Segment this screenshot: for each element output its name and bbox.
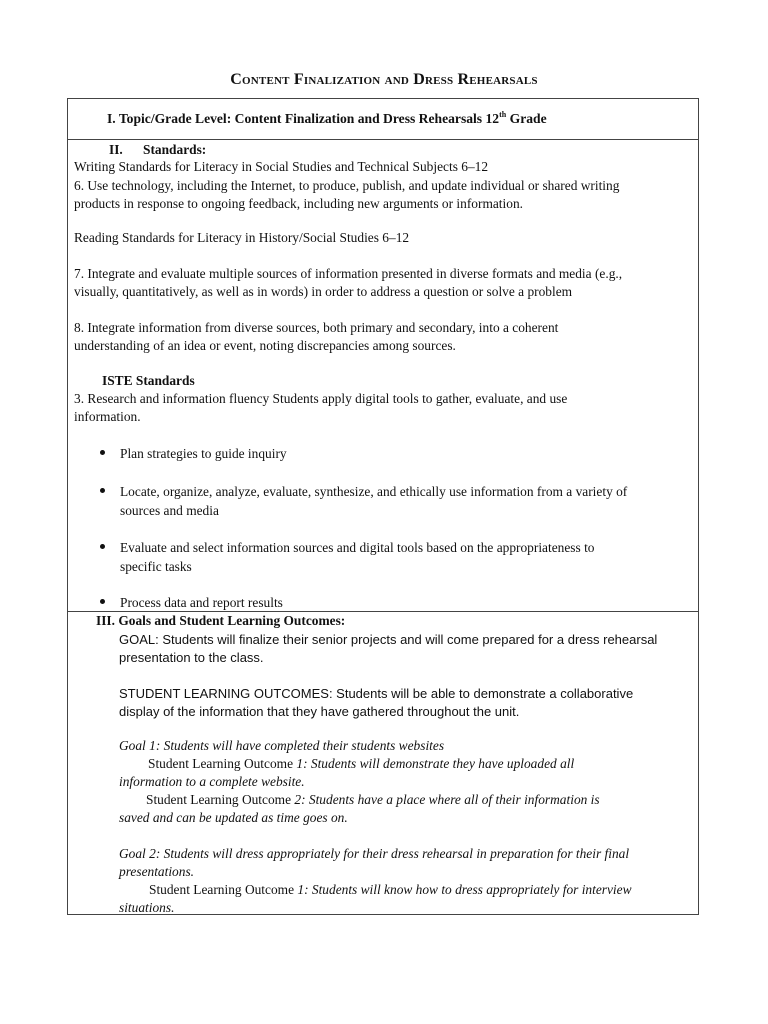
bullet-icon [100, 488, 105, 493]
outcome-prefix: Student Learning Outcome [149, 882, 298, 897]
outcome-text: 1: Students will know how to dress appropriately for interview [297, 882, 632, 897]
grade-superscript: th [499, 110, 507, 119]
iste-bullet-3-line-1: Evaluate and select information sources and digital tools based on the appropriateness to [120, 540, 595, 555]
standards-row [68, 140, 698, 612]
topic-label: I. Topic/Grade Level: Content Finalization and Dress Rehearsals 12 [107, 111, 500, 126]
reading-standards-title: Reading Standards for Literacy in History/Social Studies 6–12 [74, 230, 410, 245]
topic-grade-level [107, 110, 547, 128]
goal-1: Goal 1: Students will have completed their students websites [119, 738, 445, 753]
iste-heading: ISTE Standards [102, 373, 195, 388]
grade-suffix: Grade [506, 111, 547, 126]
goal-2-outcome-1-line-2: situations. [119, 900, 175, 915]
iste-bullet-3-line-2: specific tasks [120, 559, 192, 574]
goal-2-outcome-1-line-1 [149, 881, 632, 899]
iste-bullet-2-line-1: Locate, organize, analyze, evaluate, synthesize, and ethically use information from a variety of [120, 484, 628, 499]
standard-7-line-1: 7. Integrate and evaluate multiple sources of information presented in diverse formats and media (e.g., [74, 266, 623, 281]
goal-2-line-1: Goal 2: Students will dress appropriately for their dress rehearsal in preparation for their final [119, 846, 630, 861]
iste-3-line-1: 3. Research and information fluency Students apply digital tools to gather, evaluate, and use [74, 391, 568, 406]
goal-line-1: GOAL: Students will finalize their senior projects and will come prepared for a dress rehearsal [119, 632, 658, 647]
standard-6-line-2: products in response to ongoing feedback, including new arguments or information. [74, 196, 523, 211]
document-title: Content Finalization and Dress Rehearsals [230, 71, 538, 88]
goal-1-outcome-2-line-2: saved and can be updated as time goes on. [119, 810, 348, 825]
standard-7-line-2: visually, quantitatively, as well as in words) in order to address a question or solve a problem [74, 284, 573, 299]
iste-bullet-4: Process data and report results [120, 595, 283, 610]
slo-line-2: display of the information that they have gathered throughout the unit. [119, 704, 520, 719]
goal-line-2: presentation to the class. [119, 650, 264, 665]
bullet-icon [100, 599, 105, 604]
lesson-plan-table [67, 98, 699, 915]
standard-8-line-2: understanding of an idea or event, noting discrepancies among sources. [74, 338, 456, 353]
goal-1-outcome-1-line-2: information to a complete website. [119, 774, 305, 789]
goal-1-outcome-1-line-1 [148, 755, 574, 773]
goals-heading: III. Goals and Student Learning Outcomes: [96, 613, 346, 628]
outcome-prefix: Student Learning Outcome [148, 756, 297, 771]
iste-bullet-1: Plan strategies to guide inquiry [120, 446, 287, 461]
slo-line-1: STUDENT LEARNING OUTCOMES: Students will be able to demonstrate a collaborative [119, 686, 634, 701]
standards-heading: Standards: [143, 142, 207, 157]
standard-8-line-1: 8. Integrate information from diverse sources, both primary and secondary, into a coherent [74, 320, 559, 335]
goal-1-outcome-2-line-1 [146, 791, 600, 809]
bullet-icon [100, 544, 105, 549]
writing-standards-title: Writing Standards for Literacy in Social Studies and Technical Subjects 6–12 [74, 159, 489, 174]
outcome-prefix: Student Learning Outcome [146, 792, 295, 807]
iste-bullet-2-line-2: sources and media [120, 503, 219, 518]
outcome-text: 2: Students have a place where all of their information is [294, 792, 600, 807]
bullet-icon [100, 450, 105, 455]
topic-row [68, 99, 698, 140]
iste-3-line-2: information. [74, 409, 141, 424]
standards-numeral: II. [109, 142, 123, 157]
outcome-text: 1: Students will demonstrate they have uploaded all [296, 756, 575, 771]
goal-2-line-2: presentations. [119, 864, 195, 879]
standard-6-line-1: 6. Use technology, including the Internet, to produce, publish, and update individual or shared writing [74, 178, 620, 193]
goals-row [68, 612, 698, 914]
